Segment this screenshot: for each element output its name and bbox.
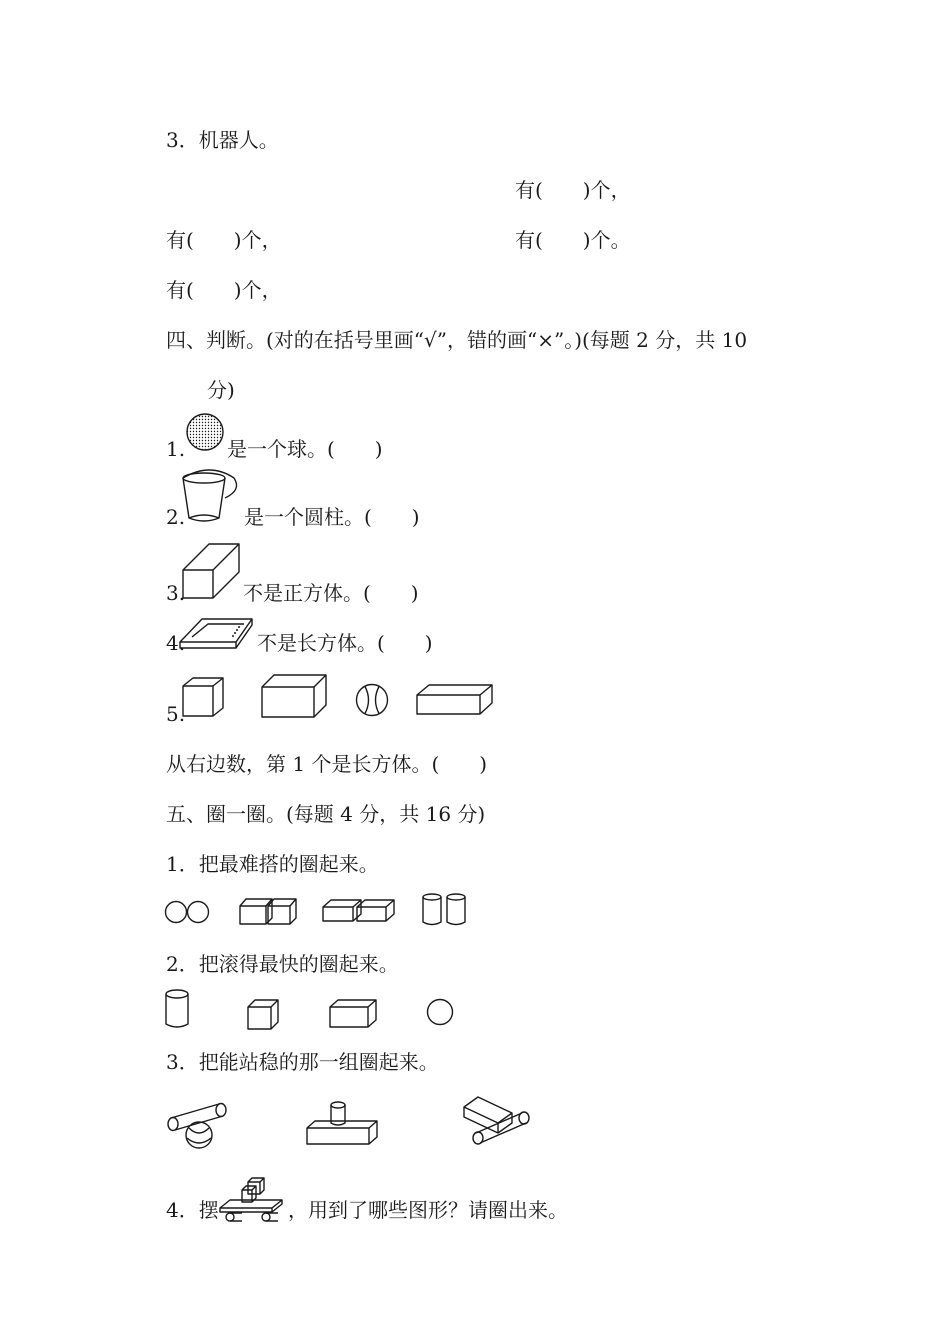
count-right-top: 有( )个， bbox=[515, 178, 631, 202]
q3-number: 3. bbox=[166, 581, 186, 605]
cylinder-on-ball-icon bbox=[163, 1098, 229, 1150]
section5-q3: 3．把能站稳的那一组圈起来。 bbox=[166, 1050, 439, 1074]
count-right-2: 有( )个。 bbox=[515, 228, 631, 252]
toy-car-icon bbox=[218, 1168, 288, 1224]
cylinder-on-cuboid-icon bbox=[305, 1099, 381, 1147]
ball-icon bbox=[186, 412, 226, 452]
q5-number: 5. bbox=[166, 702, 186, 726]
q4-number: 4. bbox=[166, 631, 186, 655]
cuboid-on-cylinder-icon bbox=[462, 1095, 534, 1145]
count-left-3: 有( )个， bbox=[166, 278, 282, 302]
flat-cuboid-icon bbox=[415, 683, 495, 717]
section4-heading-line2: 分) bbox=[207, 378, 235, 402]
section5-q1: 1．把最难搭的圈起来。 bbox=[166, 852, 379, 876]
cylinder-icon bbox=[163, 988, 193, 1032]
section4-heading-line1: 四、判断。(对的在括号里画“√”，错的画“×”。)(每题 2 分，共 10 bbox=[166, 328, 748, 352]
q2-text: 是一个圆柱。( ) bbox=[244, 505, 420, 529]
q1-text: 是一个球。( ) bbox=[227, 437, 383, 461]
bucket-icon bbox=[180, 468, 242, 526]
q2-number: 2. bbox=[166, 505, 186, 529]
two-cuboids-icon bbox=[321, 898, 397, 926]
two-cylinders-icon bbox=[420, 892, 470, 928]
section5-q4-prefix: 4．摆 bbox=[166, 1198, 219, 1222]
cuboid-icon bbox=[181, 542, 243, 602]
book-icon bbox=[178, 615, 256, 653]
two-cubes-icon bbox=[238, 896, 300, 928]
cuboid-icon bbox=[260, 673, 330, 721]
section5-q4-suffix: ，用到了哪些图形？请圈出来。 bbox=[288, 1198, 568, 1222]
count-left-1: 有( )个， bbox=[166, 228, 282, 252]
two-spheres-icon bbox=[164, 899, 212, 925]
q5-text: 从右边数，第 1 个是长方体。( ) bbox=[166, 752, 488, 776]
section5-heading: 五、圈一圈。(每题 4 分，共 16 分) bbox=[166, 802, 486, 826]
cube-icon bbox=[246, 998, 282, 1032]
cube-icon bbox=[181, 676, 227, 720]
q4-text: 不是长方体。( ) bbox=[257, 631, 433, 655]
item3-title: 3．机器人。 bbox=[166, 128, 279, 152]
q1-number: 1. bbox=[166, 437, 186, 461]
striped-ball-icon bbox=[355, 683, 391, 719]
cuboid-icon bbox=[328, 998, 380, 1030]
sphere-icon bbox=[425, 998, 457, 1028]
q3-text: 不是正方体。( ) bbox=[243, 581, 419, 605]
section5-q2: 2．把滚得最快的圈起来。 bbox=[166, 952, 399, 976]
